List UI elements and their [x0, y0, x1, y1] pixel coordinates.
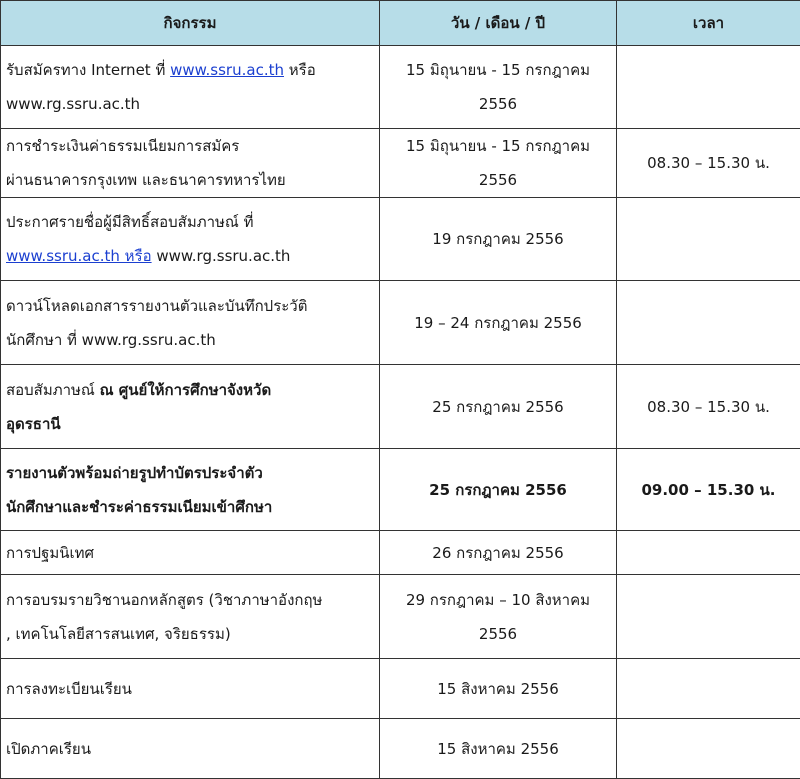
time-cell — [617, 46, 800, 129]
activity-cell — [1, 365, 380, 449]
activity-text: , เทคโนโลยีสารสนเทศ, จริยธรรม) — [6, 625, 231, 643]
date-cell: 19 – 24 กรกฎาคม 2556 — [380, 281, 617, 365]
time-cell: 08.30 – 15.30 น. — [617, 129, 800, 198]
date-cell — [380, 46, 617, 129]
date-cell — [380, 129, 617, 198]
date-text: 2556 — [479, 625, 517, 643]
activity-cell — [1, 281, 380, 365]
table-row — [1, 531, 800, 575]
time-cell — [617, 531, 800, 575]
table-row — [1, 719, 800, 779]
activity-cell: การลงทะเบียนเรียน — [1, 659, 380, 719]
activity-text-bold: อุดรธานี — [6, 415, 61, 433]
activity-text: ผ่านธนาคารกรุงเทพ และธนาคารทหารไทย — [6, 171, 286, 189]
activity-text: สอบสัมภาษณ์ — [6, 381, 100, 399]
activity-text: ประกาศรายชื่อผู้มีสิทธิ์สอบสัมภาษณ์ ที่ — [6, 213, 254, 231]
activity-text: รายงานตัวพร้อมถ่ายรูปทำบัตรประจำตัว — [6, 464, 263, 482]
date-cell: 15 สิงหาคม 2556 — [380, 659, 617, 719]
activity-text: www.rg.ssru.ac.th — [6, 95, 140, 113]
table-row — [1, 659, 800, 719]
ssru-link[interactable]: www.ssru.ac.th หรือ — [6, 247, 152, 265]
date-cell: 25 กรกฎาคม 2556 — [380, 365, 617, 449]
activity-text-bold: ณ ศูนย์ให้การศึกษาจังหวัด — [100, 381, 272, 399]
table-row — [1, 449, 800, 531]
activity-text: นักศึกษาและชำระค่าธรรมเนียมเข้าศึกษา — [6, 498, 272, 516]
header-time: เวลา — [617, 1, 800, 46]
date-text: 2556 — [479, 171, 517, 189]
time-cell — [617, 281, 800, 365]
activity-cell — [1, 46, 380, 129]
time-cell — [617, 198, 800, 281]
activity-cell: เปิดภาคเรียน — [1, 719, 380, 779]
activity-text: การอบรมรายวิชานอกหลักสูตร (วิชาภาษาอังกฤษ — [6, 591, 322, 609]
table-row — [1, 365, 800, 449]
table-row — [1, 575, 800, 659]
date-cell: 26 กรกฎาคม 2556 — [380, 531, 617, 575]
date-cell: 25 กรกฎาคม 2556 — [380, 449, 617, 531]
date-text: 29 กรกฎาคม – 10 สิงหาคม — [406, 591, 590, 609]
activity-text: ดาวน์โหลดเอกสารรายงานตัวและบันทึกประวัติ — [6, 297, 307, 315]
time-cell — [617, 719, 800, 779]
table-row — [1, 129, 800, 198]
activity-text: นักศึกษา ที่ www.rg.ssru.ac.th — [6, 331, 216, 349]
date-text: 15 มิถุนายน - 15 กรกฎาคม — [406, 137, 590, 155]
time-cell: 09.00 – 15.30 น. — [617, 449, 800, 531]
table-row — [1, 281, 800, 365]
activity-text: www.rg.ssru.ac.th — [152, 247, 291, 265]
ssru-link[interactable]: www.ssru.ac.th — [170, 61, 284, 79]
header-row — [1, 1, 800, 46]
date-cell — [380, 575, 617, 659]
time-cell: 08.30 – 15.30 น. — [617, 365, 800, 449]
time-cell — [617, 659, 800, 719]
activity-cell — [1, 449, 380, 531]
activity-cell — [1, 198, 380, 281]
activity-cell — [1, 575, 380, 659]
activity-text: หรือ — [284, 61, 316, 79]
date-text: 15 มิถุนายน - 15 กรกฎาคม — [406, 61, 590, 79]
date-cell: 15 สิงหาคม 2556 — [380, 719, 617, 779]
header-activity: กิจกรรม — [1, 1, 380, 46]
activity-text: การชำระเงินค่าธรรมเนียมการสมัคร — [6, 137, 239, 155]
date-text: 2556 — [479, 95, 517, 113]
table-row — [1, 198, 800, 281]
header-date: วัน / เดือน / ปี — [380, 1, 617, 46]
activity-cell — [1, 129, 380, 198]
date-cell: 19 กรกฎาคม 2556 — [380, 198, 617, 281]
time-cell — [617, 575, 800, 659]
activity-text: รับสมัครทาง Internet ที่ — [6, 61, 170, 79]
table-row — [1, 46, 800, 129]
activity-cell: การปฐมนิเทศ — [1, 531, 380, 575]
